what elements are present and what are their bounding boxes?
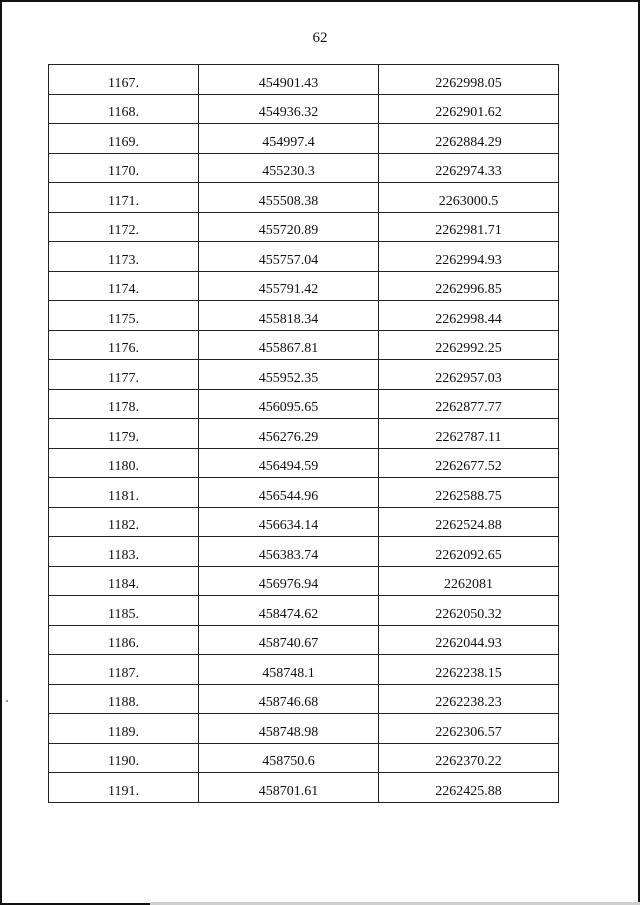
table-row [49, 301, 559, 331]
x-coordinate-cell: 458701.61 [199, 773, 379, 803]
y-coordinate-cell: 2262050.32 [379, 596, 559, 626]
x-coordinate-cell: 456634.14 [199, 507, 379, 537]
point-number-cell: 1189. [49, 714, 199, 744]
table-row [49, 389, 559, 419]
y-coordinate-cell: 2262092.65 [379, 537, 559, 567]
y-coordinate-cell: 2262996.85 [379, 271, 559, 301]
x-coordinate-cell: 456276.29 [199, 419, 379, 449]
y-coordinate-cell: 2262425.88 [379, 773, 559, 803]
x-coordinate-cell: 454901.43 [199, 65, 379, 95]
point-number-cell: 1181. [49, 478, 199, 508]
point-number-cell: 1176. [49, 330, 199, 360]
table-row [49, 537, 559, 567]
x-coordinate-cell: 458748.98 [199, 714, 379, 744]
x-coordinate-cell: 455867.81 [199, 330, 379, 360]
point-number-cell: 1187. [49, 655, 199, 685]
x-coordinate-cell: 458748.1 [199, 655, 379, 685]
point-number-cell: 1178. [49, 389, 199, 419]
table-row [49, 419, 559, 449]
point-number-cell: 1174. [49, 271, 199, 301]
y-coordinate-cell: 2263000.5 [379, 183, 559, 213]
table-row [49, 448, 559, 478]
point-number-cell: 1169. [49, 124, 199, 154]
point-number-cell: 1191. [49, 773, 199, 803]
table-row [49, 478, 559, 508]
x-coordinate-cell: 456976.94 [199, 566, 379, 596]
point-number-cell: 1183. [49, 537, 199, 567]
x-coordinate-cell: 455952.35 [199, 360, 379, 390]
table-row [49, 566, 559, 596]
y-coordinate-cell: 2262981.71 [379, 212, 559, 242]
x-coordinate-cell: 454997.4 [199, 124, 379, 154]
scan-speck [6, 700, 8, 702]
point-number-cell: 1184. [49, 566, 199, 596]
point-number-cell: 1188. [49, 684, 199, 714]
table-row [49, 183, 559, 213]
table-row [49, 65, 559, 95]
y-coordinate-cell: 2262994.93 [379, 242, 559, 272]
point-number-cell: 1173. [49, 242, 199, 272]
table-row [49, 596, 559, 626]
y-coordinate-cell: 2262884.29 [379, 124, 559, 154]
x-coordinate-cell: 456095.65 [199, 389, 379, 419]
x-coordinate-cell: 455508.38 [199, 183, 379, 213]
table-row [49, 330, 559, 360]
table-row [49, 360, 559, 390]
y-coordinate-cell: 2262044.93 [379, 625, 559, 655]
table-row [49, 743, 559, 773]
point-number-cell: 1168. [49, 94, 199, 124]
y-coordinate-cell: 2262998.44 [379, 301, 559, 331]
x-coordinate-cell: 456544.96 [199, 478, 379, 508]
point-number-cell: 1182. [49, 507, 199, 537]
y-coordinate-cell: 2262877.77 [379, 389, 559, 419]
y-coordinate-cell: 2262238.23 [379, 684, 559, 714]
y-coordinate-cell: 2262974.33 [379, 153, 559, 183]
y-coordinate-cell: 2262677.52 [379, 448, 559, 478]
point-number-cell: 1171. [49, 183, 199, 213]
table-row [49, 153, 559, 183]
y-coordinate-cell: 2262787.11 [379, 419, 559, 449]
point-number-cell: 1172. [49, 212, 199, 242]
point-number-cell: 1175. [49, 301, 199, 331]
table-row [49, 684, 559, 714]
point-number-cell: 1186. [49, 625, 199, 655]
y-coordinate-cell: 2262081 [379, 566, 559, 596]
point-number-cell: 1170. [49, 153, 199, 183]
point-number-cell: 1177. [49, 360, 199, 390]
y-coordinate-cell: 2262306.57 [379, 714, 559, 744]
point-number-cell: 1167. [49, 65, 199, 95]
x-coordinate-cell: 455720.89 [199, 212, 379, 242]
y-coordinate-cell: 2262524.88 [379, 507, 559, 537]
table-row [49, 655, 559, 685]
point-number-cell: 1190. [49, 743, 199, 773]
table-row [49, 271, 559, 301]
table-row [49, 94, 559, 124]
table-row [49, 625, 559, 655]
point-number-cell: 1185. [49, 596, 199, 626]
point-number-cell: 1180. [49, 448, 199, 478]
page-number: 62 [312, 30, 328, 46]
x-coordinate-cell: 455757.04 [199, 242, 379, 272]
y-coordinate-cell: 2262992.25 [379, 330, 559, 360]
y-coordinate-cell: 2262957.03 [379, 360, 559, 390]
table-row [49, 242, 559, 272]
x-coordinate-cell: 458740.67 [199, 625, 379, 655]
x-coordinate-cell: 458746.68 [199, 684, 379, 714]
x-coordinate-cell: 456494.59 [199, 448, 379, 478]
x-coordinate-cell: 458750.6 [199, 743, 379, 773]
table-row [49, 212, 559, 242]
table-row [49, 124, 559, 154]
x-coordinate-cell: 455791.42 [199, 271, 379, 301]
x-coordinate-cell: 454936.32 [199, 94, 379, 124]
x-coordinate-cell: 458474.62 [199, 596, 379, 626]
y-coordinate-cell: 2262370.22 [379, 743, 559, 773]
table-body [49, 65, 559, 803]
table-row [49, 714, 559, 744]
coordinates-table [48, 64, 559, 803]
y-coordinate-cell: 2262238.15 [379, 655, 559, 685]
y-coordinate-cell: 2262998.05 [379, 65, 559, 95]
point-number-cell: 1179. [49, 419, 199, 449]
table-row [49, 507, 559, 537]
x-coordinate-cell: 455818.34 [199, 301, 379, 331]
table-row [49, 773, 559, 803]
y-coordinate-cell: 2262901.62 [379, 94, 559, 124]
x-coordinate-cell: 456383.74 [199, 537, 379, 567]
x-coordinate-cell: 455230.3 [199, 153, 379, 183]
y-coordinate-cell: 2262588.75 [379, 478, 559, 508]
